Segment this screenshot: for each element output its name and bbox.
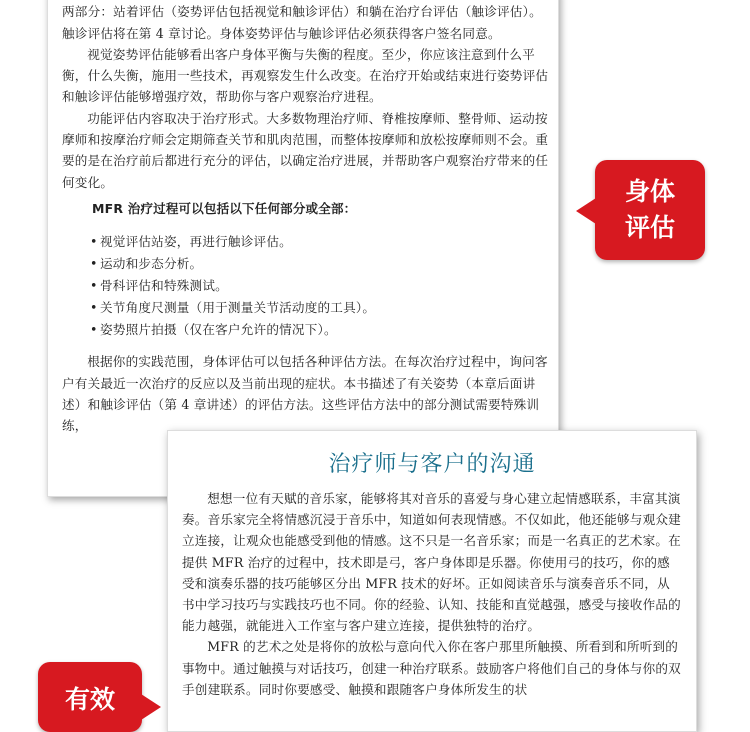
page-body xyxy=(62,0,550,436)
page-body xyxy=(182,488,682,700)
paragraph: 想想一位有天赋的音乐家，能够将其对音乐的喜爱与身心建立起情感联系，丰富其演奏。音乐家完全将情感沉浸于音乐中，知道如何表现情感。不仅如此，他还能够与观众建立连接，让观众也能感受到他的情感。这不只是一名音乐家；而是一名真正的艺术家。在提供 MFR 治疗的过程中，技术即是弓，客户身体即是乐器。你使用弓的技巧，你的感受和演奏乐器的技巧能够区分出 MFR 技术的好坏。正如阅读音乐与演奏音乐不同，从书中学习技巧与实践技巧也不同。你的经验、认知、技能和直觉越强，感受与接收作品的能力越强，就能进入工作室与客户建立连接，提供独特的治疗。 xyxy=(182,491,681,634)
list-item: • 关节角度尺测量（用于测量关节活动度的工具）。 xyxy=(90,297,550,319)
callout-line: 评估 xyxy=(624,213,675,242)
list-item: • 骨科评估和特殊测试。 xyxy=(90,275,550,297)
paragraph: MFR 的艺术之处是将你的放松与意向代入你在客户那里所触摸、所看到和所听到的事物中。通过触摸与对话技巧，创建一种治疗联系。鼓励客户将他们自己的身体与你的双手创建联系。同时你要感受、触摸和跟随客户身体所发生的状 xyxy=(182,639,681,697)
callout-pointer xyxy=(141,694,161,720)
section-title: 治疗师与客户的沟通 xyxy=(328,452,536,477)
list-heading: MFR 治疗过程可以包括以下任何部分或全部： xyxy=(92,200,357,216)
paragraph: 根据你的实践范围，身体评估可以包括各种评估方法。在每次治疗过程中，询问客户有关最近一次治疗的反应以及当前出现的症状。本书描述了有关姿势（本章后面讲述）和触诊评估（第 4 章讲述）的评估方法。这些评估方法中的部分测试需要特殊训练， xyxy=(62,354,548,434)
paragraph: 功能评估内容取决于治疗形式。大多数物理治疗师、脊椎按摩师、整骨师、运动按摩师和按摩治疗师会定期筛查关节和肌肉范围，而整体按摩师和放松按摩师则不会。重要的是在治疗前后都进行充分的评估，以确定治疗进展，并帮助客户观察治疗带来的任何变化。 xyxy=(62,110,549,190)
list-item: • 视觉评估站姿，再进行触诊评估。 xyxy=(90,231,550,253)
callout-line: 有效 xyxy=(64,685,115,714)
book-page-top xyxy=(47,0,559,497)
list-item: • 运动和步态分析。 xyxy=(90,253,550,275)
body-assessment-callout xyxy=(595,160,705,260)
book-page-bottom xyxy=(167,430,697,732)
list-item: • 姿势照片拍摄（仅在客户允许的情况下）。 xyxy=(90,319,550,341)
effective-callout xyxy=(38,662,142,732)
paragraph: 视觉姿势评估能够看出客户身体平衡与失衡的程度。至少，你应该注意到什么平衡，什么失衡，施用一些技术，再观察发生什么改变。在治疗开始或结束进行姿势评估和触诊评估能够增强疗效，帮助你与客户观察治疗进程。 xyxy=(62,46,549,105)
bullet-list xyxy=(90,231,550,341)
paragraph: 两部分：站着评估（姿势评估包括视觉和触诊评估）和躺在治疗台评估（触诊评估）。触诊评估将在第 4 章讨论。身体姿势评估与触诊评估必须获得客户签名同意。 xyxy=(62,4,542,41)
callout-pointer xyxy=(576,198,596,224)
callout-line: 身体 xyxy=(624,177,675,206)
